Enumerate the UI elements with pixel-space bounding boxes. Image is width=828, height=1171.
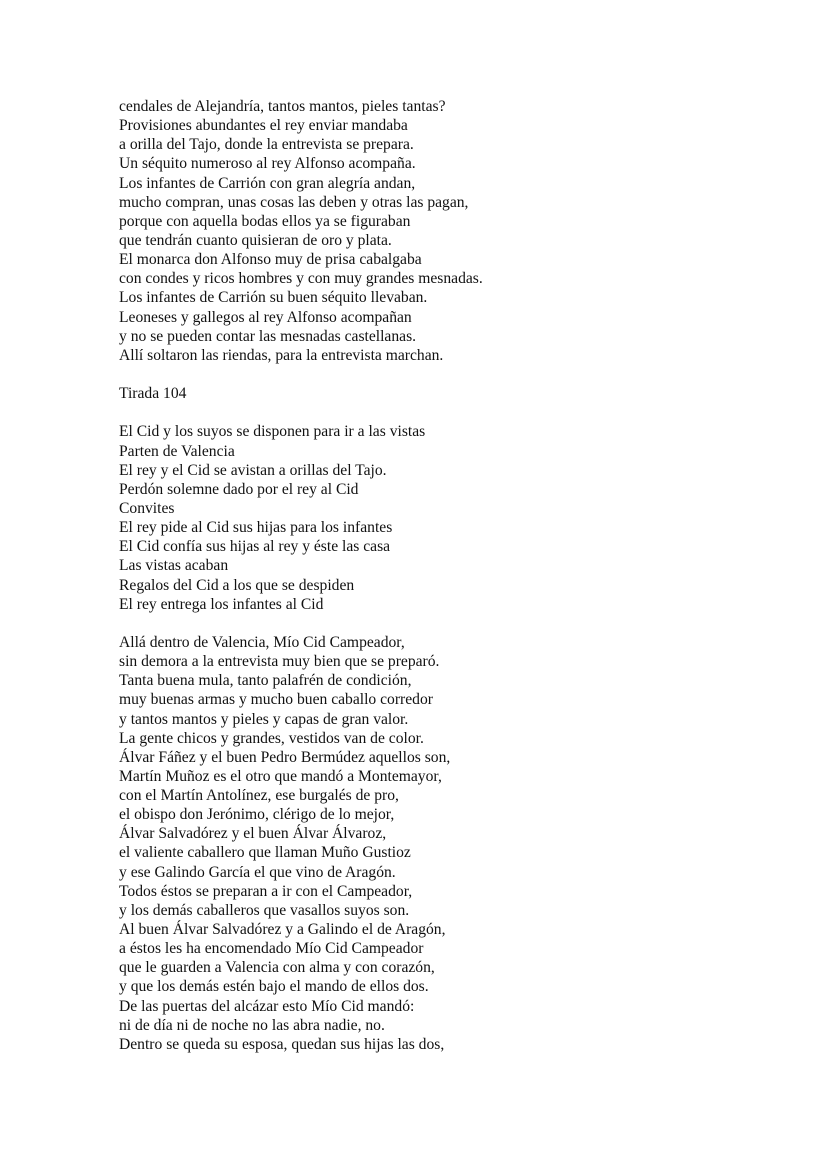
summary-line: El rey y el Cid se avistan a orillas del Tajo.	[119, 461, 387, 479]
summary-line: Convites	[119, 499, 175, 517]
verse-line: y ese Galindo García el que vino de Aragón.	[119, 863, 396, 881]
verse-line: ni de día ni de noche no las abra nadie, no.	[119, 1016, 385, 1034]
verse-line: Álvar Salvadórez y el buen Álvar Álvaroz,	[119, 825, 387, 843]
verse-section-1	[119, 97, 809, 365]
verse-line: muy buenas armas y mucho buen caballo corredor	[119, 691, 433, 709]
section-heading: Tirada 104	[119, 385, 187, 403]
verse-line: Álvar Fáñez y el buen Pedro Bermúdez aquellos son,	[119, 748, 451, 766]
verse-line: Al buen Álvar Salvadórez y a Galindo el de Aragón,	[119, 921, 446, 939]
summary-line: Parten de Valencia	[119, 442, 235, 460]
verse-line: cendales de Alejandría, tantos mantos, pieles tantas?	[119, 98, 446, 115]
summary-line: El rey entrega los infantes al Cid	[119, 595, 324, 613]
verse-line: Todos éstos se preparan a ir con el Campeador,	[119, 882, 413, 900]
verse-line: La gente chicos y grandes, vestidos van de color.	[119, 729, 424, 747]
summary-line: El Cid y los suyos se disponen para ir a las vistas	[119, 423, 426, 441]
summary-line: El rey pide al Cid sus hijas para los infantes	[119, 519, 393, 537]
verse-line: Provisiones abundantes el rey enviar mandaba	[119, 117, 408, 135]
verse-line: Leoneses y gallegos al rey Alfonso acompañan	[119, 308, 412, 326]
paragraph-gap	[119, 365, 809, 384]
verse-line: a éstos les ha encomendado Mío Cid Campeador	[119, 940, 424, 958]
verse-line: Tanta buena mula, tanto palafrén de condición,	[119, 672, 412, 690]
verse-section-2	[119, 633, 809, 1054]
verse-line: y los demás caballeros que vasallos suyos son.	[119, 901, 410, 919]
verse-line: Dentro se queda su esposa, quedan sus hijas las dos,	[119, 1035, 445, 1053]
verse-line: Allá dentro de Valencia, Mío Cid Campeador,	[119, 633, 405, 651]
verse-line: con condes y ricos hombres y con muy grandes mesnadas.	[119, 270, 483, 288]
verse-line: Los infantes de Carrión con gran alegría andan,	[119, 174, 416, 192]
verse-line: sin demora a la entrevista muy bien que se preparó.	[119, 653, 440, 671]
verse-line: el valiente caballero que llaman Muño Gustioz	[119, 844, 411, 862]
verse-line: el obispo don Jerónimo, clérigo de lo mejor,	[119, 806, 395, 824]
summary-line: Las vistas acaban	[119, 557, 229, 575]
document-page	[119, 97, 809, 1054]
verse-line: Allí soltaron las riendas, para la entrevista marchan.	[119, 346, 444, 364]
verse-line: y no se pueden contar las mesnadas castellanas.	[119, 327, 417, 345]
verse-line: De las puertas del alcázar esto Mío Cid mandó:	[119, 997, 415, 1015]
verse-line: Martín Muñoz es el otro que mandó a Montemayor,	[119, 767, 442, 785]
paragraph-gap	[119, 403, 809, 422]
verse-line: Los infantes de Carrión su buen séquito llevaban.	[119, 289, 428, 307]
verse-line: a orilla del Tajo, donde la entrevista se prepara.	[119, 136, 414, 154]
verse-line: Un séquito numeroso al rey Alfonso acompaña.	[119, 155, 416, 173]
paragraph-gap	[119, 614, 809, 633]
summary-section	[119, 422, 809, 613]
verse-line: porque con aquella bodas ellos ya se figuraban	[119, 212, 411, 230]
summary-line: Perdón solemne dado por el rey al Cid	[119, 480, 359, 498]
verse-line: con el Martín Antolínez, ese burgalés de pro,	[119, 787, 399, 805]
verse-line: El monarca don Alfonso muy de prisa cabalgaba	[119, 251, 422, 269]
verse-line: y tantos mantos y pieles y capas de gran valor.	[119, 710, 409, 728]
verse-line: y que los demás estén bajo el mando de ellos dos.	[119, 978, 429, 996]
verse-line: que tendrán cuanto quisieran de oro y plata.	[119, 231, 392, 249]
verse-line: mucho compran, unas cosas las deben y otras las pagan,	[119, 193, 469, 211]
summary-line: El Cid confía sus hijas al rey y éste las casa	[119, 538, 391, 556]
summary-line: Regalos del Cid a los que se despiden	[119, 576, 355, 594]
verse-line: que le guarden a Valencia con alma y con corazón,	[119, 959, 435, 977]
